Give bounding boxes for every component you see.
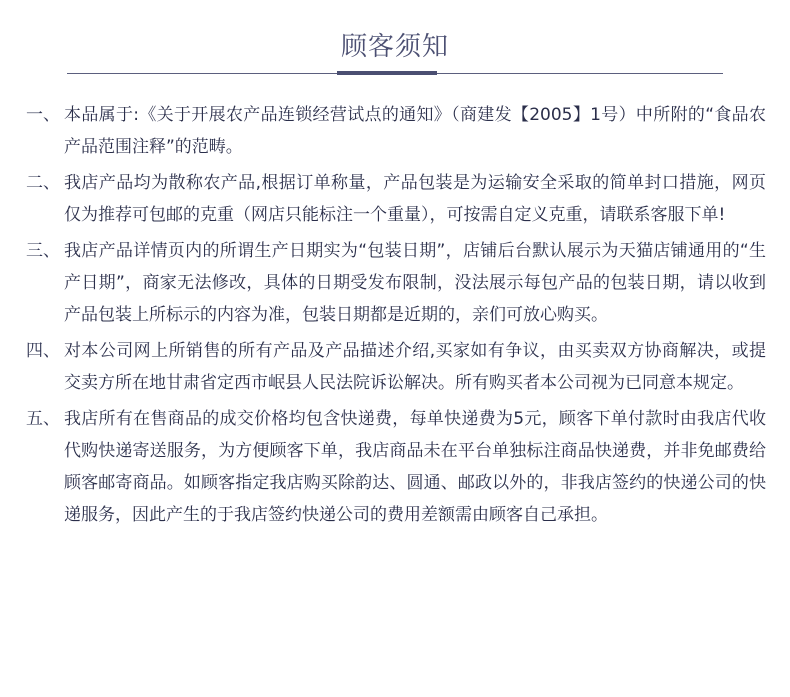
notice-item-marker: 三、 (26, 241, 60, 261)
notice-item-marker: 一、 (26, 105, 60, 125)
notice-item-marker: 五、 (26, 409, 60, 429)
notice-item-5 (26, 403, 766, 531)
notice-item-2 (26, 167, 766, 231)
title-divider-accent (337, 71, 437, 75)
page-title: 顾客须知 (340, 32, 449, 62)
notice-item-4 (26, 335, 766, 399)
notice-item-marker: 四、 (26, 341, 60, 361)
notice-list (26, 99, 766, 535)
notice-item-text: 我店产品详情页内的所谓生产日期实为“包装日期”，店铺后台默认展示为天猫店铺通用的“生产日期”，商家无法修改，具体的日期受发布限制，没法展示每包产品的包装日期，请以收到产品包装上所标示的内容为准，包装日期都是近期的，亲们可放心购买。 (64, 241, 766, 325)
notice-item-text: 对本公司网上所销售的所有产品及产品描述介绍,买家如有争议，由买卖双方协商解决，或提交卖方所在地甘肃省定西市岷县人民法院诉讼解决。所有购买者本公司视为已同意本规定。 (64, 341, 766, 393)
notice-item-1 (26, 99, 766, 163)
notice-item-text: 我店所有在售商品的成交价格均包含快递费，每单快递费为5元，顾客下单付款时由我店代收代购快递寄送服务，为方便顾客下单，我店商品未在平台单独标注商品快递费，并非免邮费给顾客邮寄商品。如顾客指定我店购买除韵达、圆通、邮政以外的，非我店签约的快递公司的快递服务，因此产生的于我店签约快递公司的费用差额需由顾客自己承担。 (64, 409, 766, 525)
notice-item-marker: 二、 (26, 173, 60, 193)
notice-item-text: 本品属于:《关于开展农产品连锁经营试点的通知》（商建发【2005】1号）中所附的“食品农产品范围注释”的范畴。 (64, 105, 766, 157)
notice-item-text: 我店产品均为散称农产品,根据订单称量，产品包装是为运输安全采取的简单封口措施，网页仅为推荐可包邮的克重（网店只能标注一个重量），可按需自定义克重，请联系客服下单! (64, 173, 766, 225)
notice-item-3 (26, 235, 766, 331)
